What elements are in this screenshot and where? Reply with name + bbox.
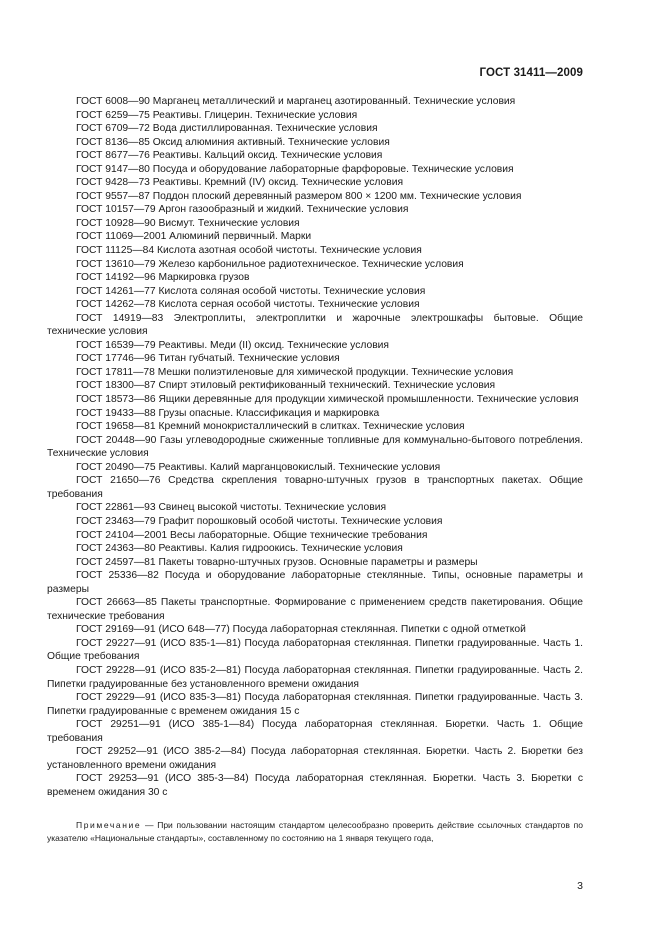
note-label: Примечание	[76, 820, 142, 830]
reference-item: ГОСТ 14192—96 Маркировка грузов	[76, 272, 250, 284]
reference-item: ГОСТ 19658—81 Кремний монокристаллический в слитках. Технические условия	[76, 421, 465, 433]
reference-item: ГОСТ 14261—77 Кислота соляная особой чистоты. Технические условия	[76, 285, 426, 297]
normative-references-list	[47, 95, 583, 799]
reference-item: ГОСТ 24104—2001 Весы лабораторные. Общие технические требования	[76, 529, 428, 541]
reference-item: ГОСТ 25336—82 Посуда и оборудование лабораторные стеклянные. Типы, основные параметры и размеры	[47, 570, 583, 595]
note-text: — При пользовании настоящим стандартом целесообразно проверить действие ссылочных стандартов по указателю «Национальные стандарты», составленному по состоянию на 1 января текущего года,	[47, 820, 583, 844]
reference-item: ГОСТ 20490—75 Реактивы. Калий марганцовокислый. Технические условия	[76, 461, 441, 473]
reference-item: ГОСТ 24597—81 Пакеты товарно-штучных грузов. Основные параметры и размеры	[76, 556, 478, 568]
reference-item: ГОСТ 17746—96 Титан губчатый. Технические условия	[76, 353, 340, 365]
reference-item: ГОСТ 10157—79 Аргон газообразный и жидкий. Технические условия	[76, 204, 409, 216]
reference-item: ГОСТ 11125—84 Кислота азотная особой чистоты. Технические условия	[76, 245, 422, 257]
reference-item: ГОСТ 29227—91 (ИСО 835-1—81) Посуда лабораторная стеклянная. Пипетки градуированные. Часть 1. Общие требования	[47, 637, 583, 663]
reference-item: ГОСТ 18300—87 Спирт этиловый ректификованный технический. Технические условия	[76, 380, 496, 392]
reference-item: ГОСТ 26663—85 Пакеты транспортные. Формирование с применением средств пакетирования. Общие технические требования	[47, 597, 583, 622]
reference-item: ГОСТ 6709—72 Вода дистиллированная. Технические условия	[76, 123, 378, 135]
reference-item: ГОСТ 13610—79 Железо карбонильное радиотехническое. Технические условия	[76, 258, 464, 270]
reference-item: ГОСТ 29228—91 (ИСО 835-2—81) Посуда лабораторная стеклянная. Пипетки градуированные. Часть 2. Пипетки градуированные без установленного времени ожидания	[47, 664, 583, 690]
reference-item: ГОСТ 9147—80 Посуда и оборудование лабораторные фарфоровые. Технические условия	[76, 163, 514, 175]
reference-item: ГОСТ 19433—88 Грузы опасные. Классификация и маркировка	[76, 407, 380, 419]
reference-item: ГОСТ 20448—90 Газы углеводородные сжиженные топливные для коммунально-бытового потребления. Технические условия	[47, 434, 583, 460]
reference-item: ГОСТ 17811—78 Мешки полиэтиленовые для химической продукции. Технические условия	[76, 366, 514, 378]
page-header: ГОСТ 31411—2009	[479, 67, 583, 79]
reference-item: ГОСТ 6259—75 Реактивы. Глицерин. Технические условия	[76, 109, 358, 121]
reference-item: ГОСТ 8136—85 Оксид алюминия активный. Технические условия	[76, 136, 390, 148]
reference-item: ГОСТ 8677—76 Реактивы. Кальций оксид. Технические условия	[76, 150, 383, 162]
reference-item: ГОСТ 24363—80 Реактивы. Калия гидроокись. Технические условия	[76, 543, 403, 555]
reference-item: ГОСТ 16539—79 Реактивы. Меди (II) оксид. Технические условия	[76, 339, 389, 351]
reference-item: ГОСТ 11069—2001 Алюминий первичный. Марки	[76, 231, 312, 243]
reference-item: ГОСТ 22861—93 Свинец высокой чистоты. Технические условия	[76, 502, 387, 514]
reference-item: ГОСТ 29253—91 (ИСО 385-3—84) Посуда лабораторная стеклянная. Бюретки. Часть 3. Бюретки с временем ожидания 30 с	[47, 773, 583, 798]
reference-item: ГОСТ 18573—86 Ящики деревянные для продукции химической промышленности. Технические условия	[76, 394, 579, 406]
reference-item: ГОСТ 29251—91 (ИСО 385-1—84) Посуда лабораторная стеклянная. Бюретки. Часть 1. Общие требования	[47, 719, 583, 744]
note-paragraph	[47, 819, 583, 845]
reference-item: ГОСТ 9557—87 Поддон плоский деревянный размером 800 × 1200 мм. Технические условия	[76, 190, 522, 202]
reference-item: ГОСТ 14919—83 Электроплиты, электроплитки и жарочные электрошкафы бытовые. Общие технические условия	[47, 312, 583, 338]
reference-item: ГОСТ 21650—76 Средства скрепления товарно-штучных грузов в транспортных пакетах. Общие требования	[47, 475, 583, 500]
reference-item: ГОСТ 29252—91 (ИСО 385-2—84) Посуда лабораторная стеклянная. Бюретки. Часть 2. Бюретки без установленного времени ожидания	[47, 746, 583, 771]
reference-item: ГОСТ 10928—90 Висмут. Технические условия	[76, 217, 300, 229]
page-number: 3	[577, 880, 583, 892]
reference-item: ГОСТ 6008—90 Марганец металлический и марганец азотированный. Технические условия	[76, 96, 516, 107]
reference-item: ГОСТ 9428—73 Реактивы. Кремний (IV) оксид. Технические условия	[76, 177, 404, 189]
reference-item: ГОСТ 23463—79 Графит порошковый особой чистоты. Технические условия	[76, 515, 443, 527]
reference-item: ГОСТ 29169—91 (ИСО 648—77) Посуда лабораторная стеклянная. Пипетки с одной отметкой	[76, 624, 526, 636]
reference-item: ГОСТ 14262—78 Кислота серная особой чистоты. Технические условия	[76, 299, 420, 311]
reference-item: ГОСТ 29229—91 (ИСО 835-3—81) Посуда лабораторная стеклянная. Пипетки градуированные. Часть 3. Пипетки градуированные с временем ожидания 15 с	[47, 692, 583, 717]
